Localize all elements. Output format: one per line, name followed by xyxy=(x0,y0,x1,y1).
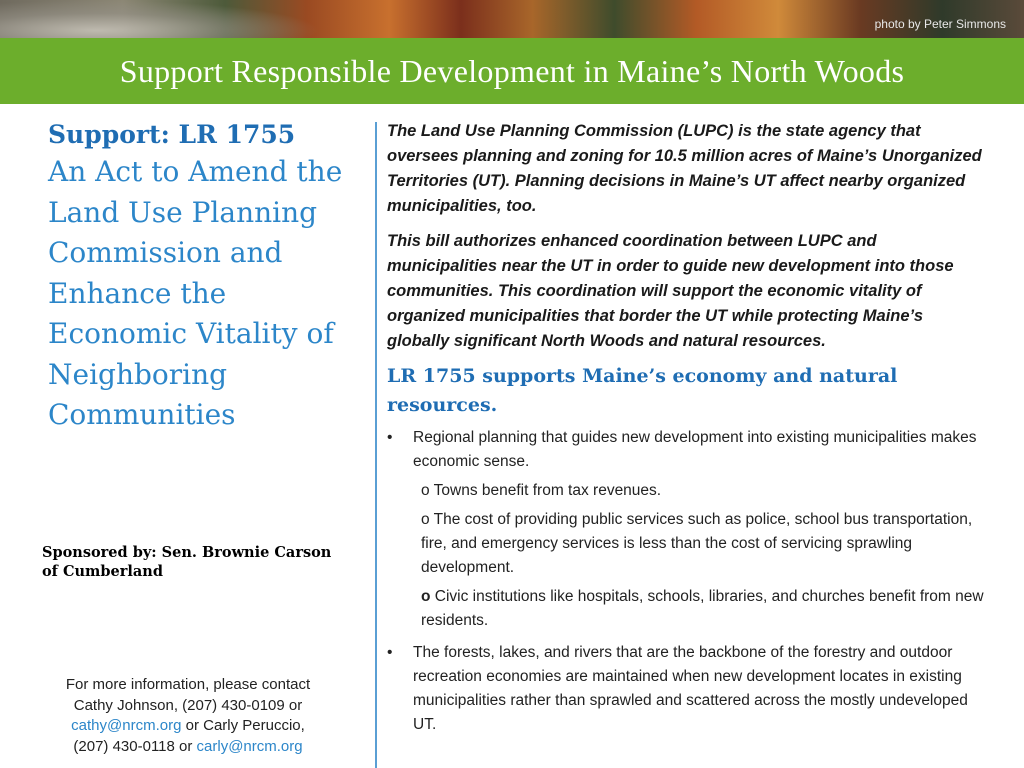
act-title-line: Land Use Planning xyxy=(48,195,318,229)
sub-list-item xyxy=(387,508,987,580)
bullet-icon: • xyxy=(387,429,393,446)
section-heading: LR 1755 supports Maine’s economy and natural resources. xyxy=(387,365,898,416)
act-title xyxy=(48,152,366,436)
list-item xyxy=(387,426,987,474)
contact-text: (207) 430-0118 or xyxy=(73,737,197,755)
act-title-line: Enhance the xyxy=(48,276,227,310)
benefits-list xyxy=(387,426,987,737)
title-banner xyxy=(0,38,1024,104)
sub-bullet-icon: o xyxy=(421,482,430,499)
email-link-carly[interactable]: carly@nrcm.org xyxy=(196,737,303,755)
list-item-text: Regional planning that guides new development into existing municipalities makes economic sense. xyxy=(413,429,977,470)
bill-summary-paragraph: This bill authorizes enhanced coordination between LUPC and municipalities near the UT in order to guide new development into those communities. This coordination will support the economic vitality of organized municipalities that border the UT while protecting Maine’s globally significant North Woods and natural resources. xyxy=(387,232,954,350)
contact-text: or Carly Peruccio, xyxy=(181,717,305,734)
contact-line xyxy=(38,716,338,737)
act-title-line: Commission and xyxy=(48,236,283,269)
contact-line: Cathy Johnson, (207) 430-0109 or xyxy=(73,696,303,714)
contact-info xyxy=(38,675,338,757)
list-item-text: The forests, lakes, and rivers that are the backbone of the forestry and outdoor recreation economies are maintained when new development locates in existing municipalities rather than sprawled and scattered across the mostly undeveloped UT. xyxy=(413,644,968,733)
act-title-line: Economic Vitality of xyxy=(48,317,334,350)
sponsor-line: Sponsored by: Sen. Brownie Carson xyxy=(42,544,332,561)
left-column xyxy=(48,118,366,436)
sub-list-item xyxy=(387,585,987,633)
rock-outcrop-image xyxy=(0,0,320,38)
contact-line: For more information, please contact xyxy=(65,676,311,693)
list-item xyxy=(387,641,987,737)
sub-list-item-text: The cost of providing public services such as police, school bus transportation, fire, and emergency services is less than the cost of servicing sprawling development. xyxy=(421,511,973,576)
sub-list-item xyxy=(387,479,987,503)
page-title: Support Responsible Development in Maine’s North Woods xyxy=(119,52,905,89)
column-divider xyxy=(375,122,377,768)
bullet-icon: • xyxy=(387,644,393,661)
header-photo xyxy=(0,0,1024,38)
sub-list-item-text: Towns benefit from tax revenues. xyxy=(433,482,662,499)
intro-paragraph: The Land Use Planning Commission (LUPC) is the state agency that oversees planning and zoning for 10.5 million acres of Maine’s Unorganized Territories (UT). Planning decisions in Maine’s UT affect nearby organized municipalities, too. xyxy=(387,122,982,215)
act-title-line: Communities xyxy=(48,398,236,431)
photo-credit: photo by Peter Simmons xyxy=(874,17,1006,31)
right-column xyxy=(387,119,987,737)
act-title-line: An Act to Amend the xyxy=(48,155,343,188)
act-title-line: Neighboring xyxy=(48,357,228,391)
sub-bullet-icon: o xyxy=(421,511,430,528)
contact-line xyxy=(38,737,338,758)
email-link-cathy[interactable]: cathy@nrcm.org xyxy=(71,717,182,734)
sponsor-line: of Cumberland xyxy=(42,563,163,580)
sub-bullet-icon: o xyxy=(421,588,431,605)
sponsor-info xyxy=(42,543,362,581)
sub-list-item-text: Civic institutions like hospitals, schools, libraries, and churches benefit from new residents. xyxy=(421,588,984,629)
bill-support-label: Support: LR 1755 xyxy=(48,120,296,149)
